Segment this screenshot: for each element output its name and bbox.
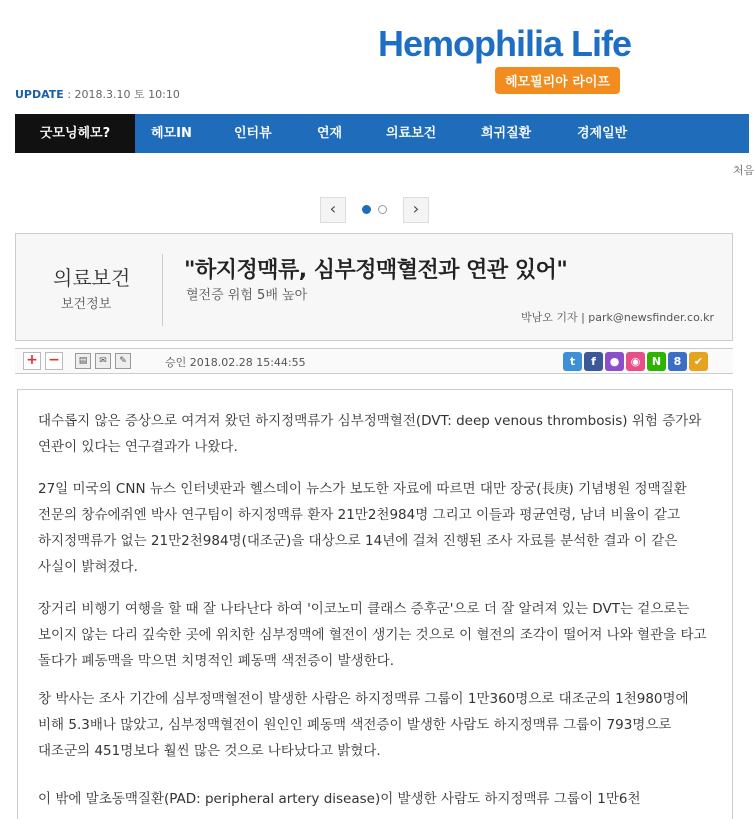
nav-item-economy[interactable]: 경제일반 bbox=[577, 126, 628, 141]
twitter-icon[interactable]: t bbox=[563, 352, 582, 371]
nav-item-medical[interactable]: 의료보건 bbox=[386, 126, 437, 141]
bookmark-icon[interactable]: ✔ bbox=[689, 352, 708, 371]
article-paragraph: 대수롭지 않은 증상으로 여겨져 왔던 하지정맥류가 심부정맥혈전(DVT: deep venous thrombosis) 위험 증가와 연관이 있다는 연구결과가 나왔다. bbox=[38, 413, 702, 455]
article-subtitle: 혈전증 위험 5배 높아 bbox=[186, 288, 308, 303]
nav-item-goodmorning[interactable]: 굿모닝헤모? bbox=[15, 114, 135, 153]
logo-sub-text: 헤모필리아 라이프 bbox=[495, 67, 620, 94]
carousel-next-button[interactable]: › bbox=[403, 197, 429, 223]
article-category[interactable]: 의료보건 bbox=[53, 266, 131, 290]
nav-item-rare-disease[interactable]: 희귀질환 bbox=[481, 126, 532, 141]
nav-item-interview[interactable]: 인터뷰 bbox=[234, 126, 272, 141]
carousel-dot[interactable] bbox=[378, 205, 387, 214]
article-body bbox=[17, 389, 733, 819]
site-logo[interactable] bbox=[378, 22, 653, 97]
kakaotalk-icon[interactable]: ◉ bbox=[626, 352, 645, 371]
print-icon[interactable]: ▤ bbox=[75, 353, 91, 369]
carousel-prev-button[interactable]: ‹ bbox=[320, 197, 346, 223]
carousel-dot-active[interactable] bbox=[362, 205, 371, 214]
scrap-icon[interactable]: ✎ bbox=[115, 353, 131, 369]
naver-icon[interactable]: N bbox=[647, 352, 666, 371]
article-title: "하지정맥류, 심부정맥혈전과 연관 있어" bbox=[184, 258, 568, 283]
article-paragraph: 창 박사는 조사 기간에 심부정맥혈전이 발생한 사람은 하지정맥류 그룹이 1만360명으로 대조군의 1천980명에 비해 5.3배나 많았고, 심부정맥혈전이 원인인 폐동맥 색전증이 발생한 사람도 하지정맥류 그룹이 793명으로 대조군의 451명보다 훨씬 많은 것으로 나타났다고 밝혔다. bbox=[38, 691, 689, 759]
font-decrease-button[interactable]: − bbox=[45, 352, 63, 370]
article-paragraph: 27일 미국의 CNN 뉴스 인터넷판과 헬스데이 뉴스가 보도한 자료에 따르면 대만 장궁(長庚) 기념병원 정맥질환 전문의 창슈에쥐엔 박사 연구팀이 하지정맥류 환자 21만2천984명 그리고 이들과 평균연령, 남녀 비율이 같고 하지정맥류가 없는 21만2천984명(대조군)을 대상으로 14년에 걸쳐 진행된 조사 자료를 분석한 결과 이 같은 사실이 밝혀졌다. bbox=[38, 481, 687, 575]
logo-main-text: Hemophilia Life bbox=[378, 23, 632, 64]
nav-item-hemoin[interactable]: 헤모IN bbox=[151, 126, 192, 141]
approval-time: 승인 2018.02.28 15:44:55 bbox=[165, 356, 306, 369]
email-icon[interactable]: ✉ bbox=[95, 353, 111, 369]
article-byline: 박남오 기자 | park@newsfinder.co.kr bbox=[520, 311, 714, 324]
update-time: : 2018.3.10 토 10:10 bbox=[67, 88, 180, 101]
article-subcategory[interactable]: 보건정보 bbox=[61, 297, 112, 312]
facebook-icon[interactable]: f bbox=[584, 352, 603, 371]
header-divider bbox=[162, 254, 163, 326]
corner-link[interactable]: 처음 bbox=[733, 164, 754, 177]
article-header bbox=[15, 233, 733, 341]
google-plus-icon[interactable]: 8 bbox=[668, 352, 687, 371]
article-paragraph: 장거리 비행기 여행을 할 때 잘 나타난다 하여 '이코노미 클래스 증후군'으로 더 잘 알려져 있는 DVT는 겉으로는 보이지 않는 다리 깊숙한 곳에 위치한 심부정맥에 혈전이 생기는 것으로 이 혈전의 조각이 떨어져 나와 혈관을 타고 돌다가 폐동맥을 막으면 치명적인 폐동맥 색전증이 발생한다. bbox=[38, 601, 707, 669]
update-info bbox=[15, 86, 180, 102]
article-toolbar bbox=[15, 348, 733, 374]
nav-item-series[interactable]: 연재 bbox=[317, 126, 343, 141]
kakaostory-icon[interactable]: ● bbox=[605, 352, 624, 371]
article-paragraph: 이 밖에 말초동맥질환(PAD: peripheral artery disease)이 발생한 사람도 하지정맥류 그룹이 1만6천 bbox=[38, 791, 641, 807]
main-nav bbox=[15, 114, 749, 153]
font-increase-button[interactable]: + bbox=[23, 352, 41, 370]
update-label: UPDATE bbox=[15, 88, 64, 101]
